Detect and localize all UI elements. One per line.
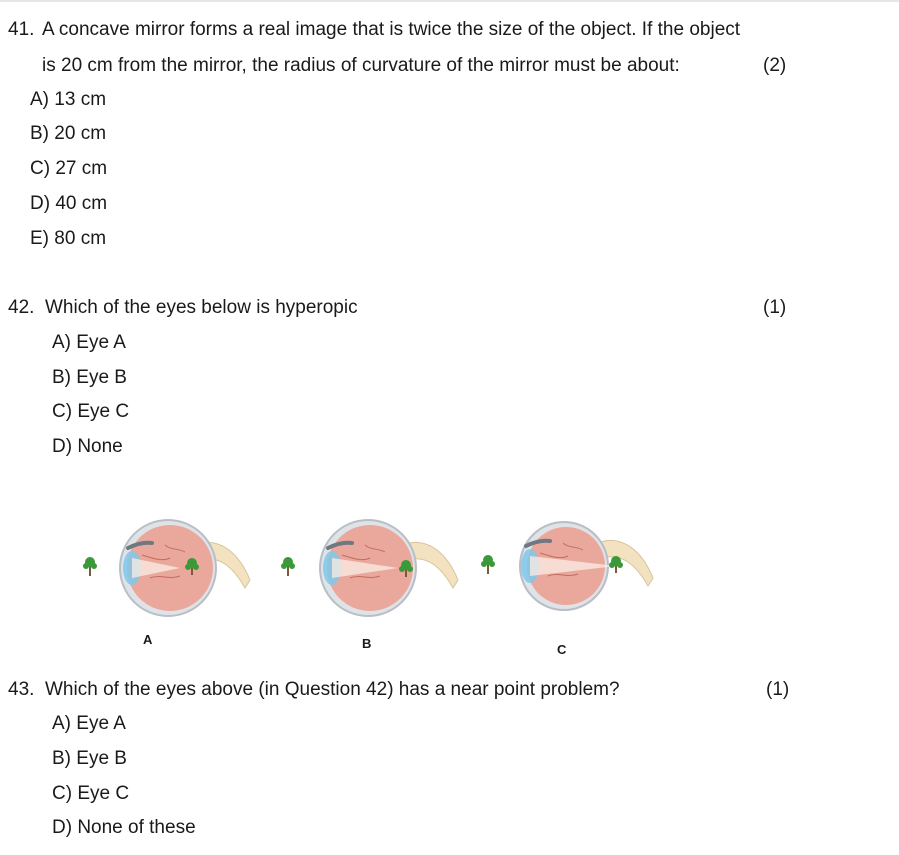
answer-option: B) Eye B: [52, 748, 127, 769]
eye-diagram-c: [468, 500, 668, 630]
answer-option: B) Eye B: [52, 367, 127, 388]
question-marks: (1): [766, 679, 790, 700]
answer-option: D) None: [52, 436, 123, 457]
question-marks: (2): [763, 55, 787, 76]
answer-option: B) 20 cm: [30, 123, 107, 144]
question-text: Which of the eyes above (in Question 42) has a near point problem?: [45, 679, 620, 700]
answer-option: C) Eye C: [52, 783, 130, 804]
object-tree-icon: [481, 555, 495, 574]
eye-diagram-a: [70, 500, 270, 630]
eye-diagram-b: [268, 500, 468, 630]
eye-label-b: B: [362, 636, 372, 651]
object-tree-icon: [281, 557, 295, 576]
question-number: 41.: [8, 19, 35, 40]
question-text-line-1: A concave mirror forms a real image that is twice the size of the object. If the object: [42, 19, 741, 40]
answer-option: C) Eye C: [52, 401, 130, 422]
eye-label-c: C: [557, 642, 567, 657]
question-marks: (1): [763, 297, 787, 318]
eye-label-a: A: [143, 632, 153, 647]
answer-option: C) 27 cm: [30, 158, 108, 179]
answer-option: A) Eye A: [52, 332, 126, 353]
answer-option: A) Eye A: [52, 713, 126, 734]
question-text-line-2: is 20 cm from the mirror, the radius of curvature of the mirror must be about:: [42, 55, 680, 76]
answer-option: D) 40 cm: [30, 193, 108, 214]
answer-option: D) None of these: [52, 817, 196, 838]
question-number: 43.: [8, 679, 35, 700]
top-divider: [0, 0, 899, 2]
question-number: 42.: [8, 297, 35, 318]
question-text: Which of the eyes below is hyperopic: [45, 297, 358, 318]
answer-option: A) 13 cm: [30, 89, 107, 110]
object-tree-icon: [83, 557, 97, 576]
answer-option: E) 80 cm: [30, 228, 107, 249]
